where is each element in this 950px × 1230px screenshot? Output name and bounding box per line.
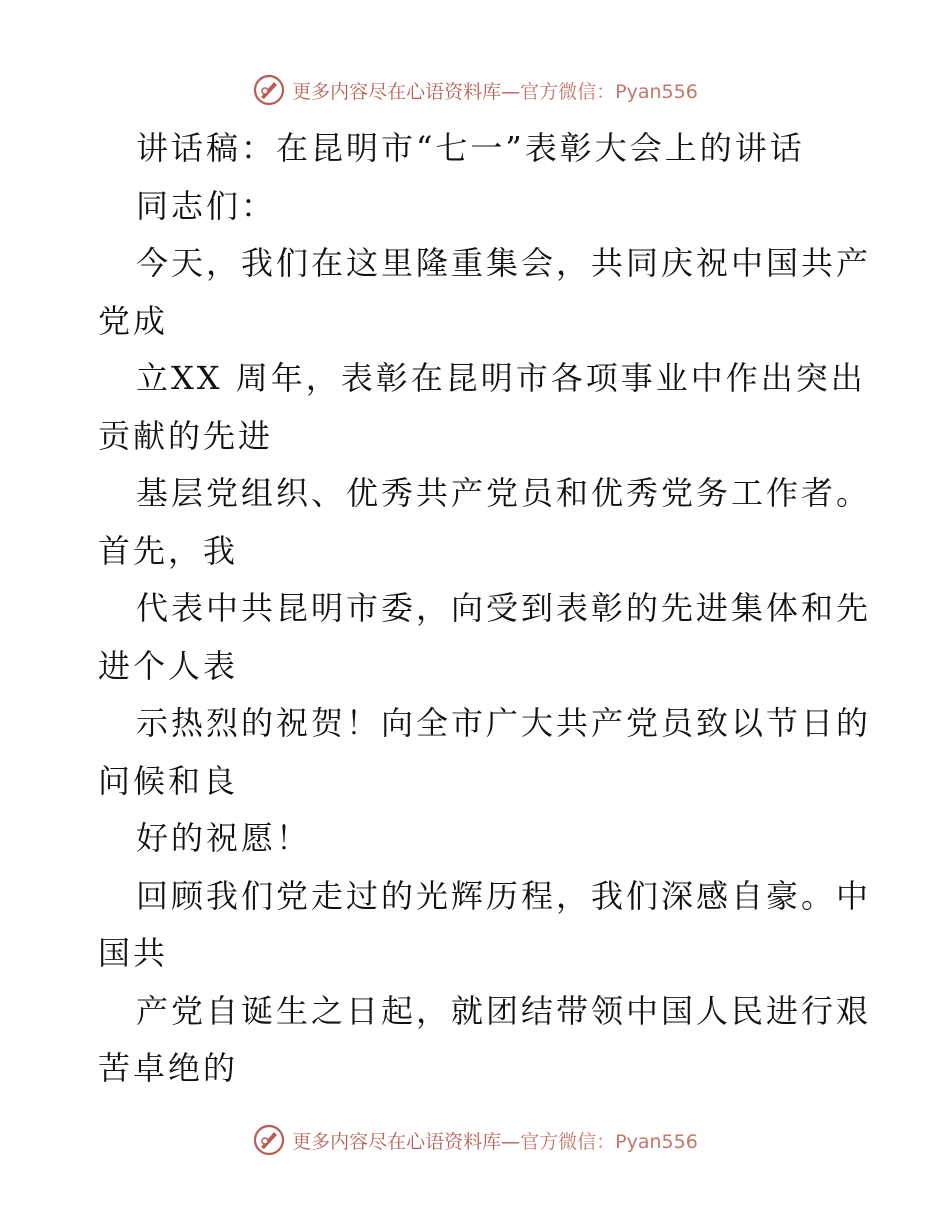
document-line: 回顾我们党走过的光辉历程，我们深感自豪。中 (136, 876, 872, 915)
header-watermark (0, 70, 950, 110)
quill-pen-circle-logo-icon (252, 73, 286, 107)
document-line: 产党自诞生之日起，就团结带领中国人民进行艰 (136, 991, 872, 1030)
document-line: 讲话稿：在昆明市“七一”表彰大会上的讲话 (136, 129, 805, 167)
watermark-text (292, 1127, 698, 1154)
document-line: 首先，我 (98, 531, 239, 570)
watermark-site-text: 更多内容尽在心语资料库 (292, 80, 502, 103)
document-line: 国共 (98, 934, 169, 972)
document-line: 苦卓绝的 (98, 1049, 239, 1087)
document-line: 基层党组织、优秀共产党员和优秀党务工作者。 (136, 474, 872, 512)
document-line: 好的祝愿！ (136, 819, 312, 857)
quill-pen-circle-logo-icon (252, 1123, 286, 1157)
document-body (98, 120, 872, 1098)
watermark-dash: — (501, 80, 521, 103)
watermark-wechat-text: 官方微信：Pyan556 (520, 1130, 698, 1153)
document-line: 贡献的先进 (98, 416, 274, 455)
watermark-wechat-text: 官方微信：Pyan556 (520, 80, 698, 103)
footer-watermark (0, 1120, 950, 1160)
document-line: 立XX 周年，表彰在昆明市各项事业中作出突出 (136, 359, 866, 397)
watermark-text (292, 77, 698, 104)
document-line: 示热烈的祝贺！向全市广大共产党员致以节日的 (136, 704, 872, 742)
watermark-dash: — (501, 1130, 521, 1153)
document-line: 同志们： (136, 186, 277, 225)
document-line: 代表中共昆明市委，向受到表彰的先进集体和先 (136, 589, 872, 627)
watermark-site-text: 更多内容尽在心语资料库 (292, 1130, 502, 1153)
document-line: 问候和良 (98, 761, 239, 800)
document-line: 党成 (98, 301, 169, 340)
document-line: 进个人表 (98, 646, 239, 685)
document-line: 今天，我们在这里隆重集会，共同庆祝中国共产 (136, 244, 872, 282)
